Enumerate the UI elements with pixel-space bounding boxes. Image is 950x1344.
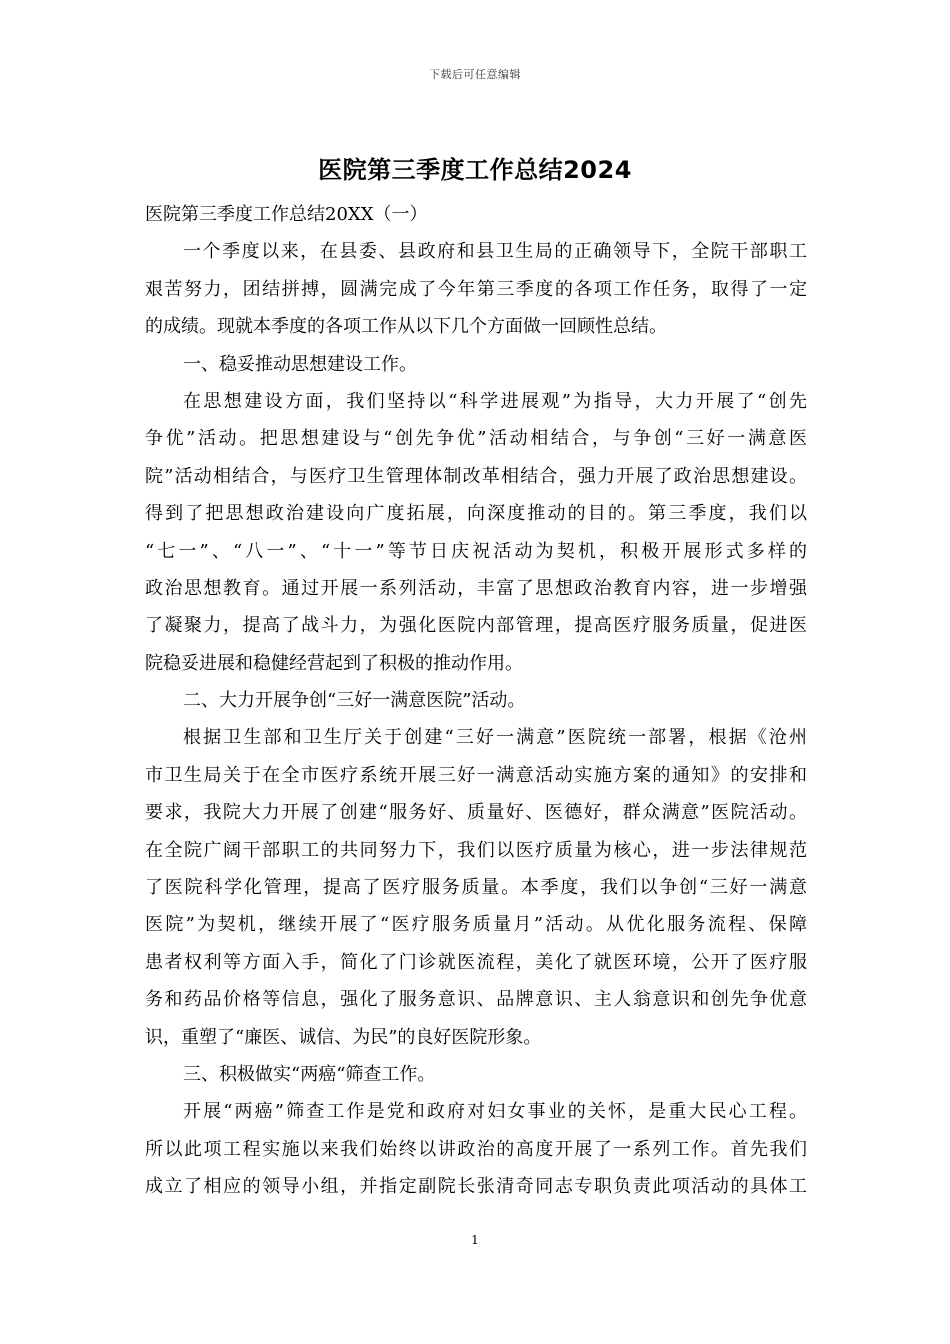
- section-heading: 二、大力开展争创“三好一满意医院”活动。: [183, 690, 526, 712]
- section-heading: 三、积极做实“两癌“筛查工作。: [183, 1063, 436, 1085]
- document-title: 医院第三季度工作总结2024: [318, 156, 632, 184]
- section-heading: 一、稳妥推动思想建设工作。: [183, 353, 417, 375]
- paragraph-line: 在思想建设方面，我们坚持以“科学进展观”为指导，大力开展了“创先: [183, 390, 807, 412]
- paragraph-line: 市卫生局关于在全市医疗系统开展三好一满意活动实施方案的通知》的安排和: [145, 764, 807, 786]
- paragraph-line: 要求，我院大力开展了创建“服务好、质量好、医德好，群众满意”医院活动。: [145, 802, 807, 824]
- page-header-note: 下载后可任意编辑: [429, 68, 521, 81]
- paragraph-line: 了医院科学化管理，提高了医疗服务质量。本季度，我们以争创“三好一满意: [145, 877, 807, 899]
- paragraph-line: 识，重塑了“廉医、诚信、为民”的良好医院形象。: [145, 1026, 542, 1048]
- paragraph-line: 政治思想教育。通过开展一系列活动，丰富了思想政治教育内容，进一步增强: [145, 577, 807, 599]
- paragraph-line: 一个季度以来，在县委、县政府和县卫生局的正确领导下，全院干部职工: [183, 241, 807, 263]
- paragraph-line: 医院”为契机，继续开展了“医疗服务质量月”活动。从优化服务流程、保障: [145, 914, 807, 936]
- paragraph-line: 争优”活动。把思想建设与“创先争优”活动相结合，与争创“三好一满意医: [145, 428, 807, 450]
- paragraph-line: 开展“两癌”筛查工作是党和政府对妇女事业的关怀，是重大民心工程。: [183, 1101, 807, 1123]
- paragraph-line: 所以此项工程实施以来我们始终以讲政治的高度开展了一系列工作。首先我们: [145, 1138, 807, 1160]
- document-body: [145, 196, 807, 1206]
- paragraph-line: 务和药品价格等信息，强化了服务意识、品牌意识、主人翁意识和创先争优意: [145, 989, 807, 1011]
- subtitle-line: 医院第三季度工作总结20XX（一）: [145, 204, 428, 225]
- paragraph-line: 艰苦努力，团结拼搏，圆满完成了今年第三季度的各项工作任务，取得了一定: [145, 278, 807, 300]
- paragraph-line: 得到了把思想政治建设向广度拓展，向深度推动的目的。第三季度，我们以: [145, 503, 807, 525]
- paragraph-line: “七一”、“八一”、“十一”等节日庆祝活动为契机，积极开展形式多样的: [145, 540, 807, 562]
- paragraph-line: 根据卫生部和卫生厅关于创建“三好一满意”医院统一部署，根据《沧州: [183, 727, 807, 749]
- paragraph-line: 在全院广阔干部职工的共同努力下，我们以医疗质量为核心，进一步法律规范: [145, 839, 807, 861]
- paragraph-line: 患者权利等方面入手，简化了门诊就医流程，美化了就医环境，公开了医疗服: [145, 951, 807, 973]
- paragraph-line: 了凝聚力，提高了战斗力，为强化医院内部管理，提高医疗服务质量，促进医: [145, 615, 807, 637]
- page-number: 1: [471, 1233, 479, 1247]
- paragraph-line: 的成绩。现就本季度的各项工作从以下几个方面做一回顾性总结。: [145, 316, 667, 338]
- paragraph-line: 院稳妥进展和稳健经营起到了积极的推动作用。: [145, 652, 523, 674]
- paragraph-line: 成立了相应的领导小组，并指定副院长张清奇同志专职负责此项活动的具体工: [145, 1176, 807, 1198]
- paragraph-line: 院”活动相结合，与医疗卫生管理体制改革相结合，强力开展了政治思想建设。: [145, 465, 807, 487]
